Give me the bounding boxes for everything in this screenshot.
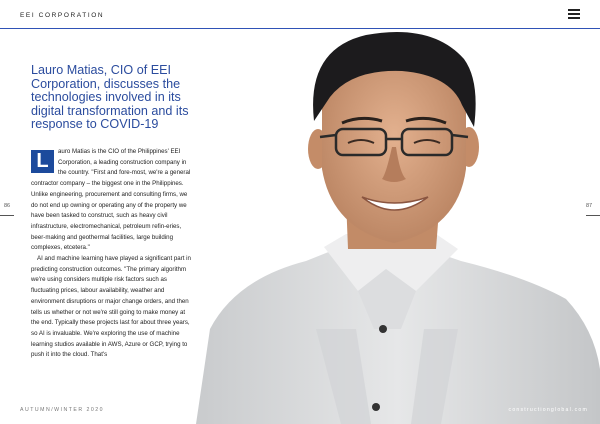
paragraph-1: auro Matias is the CIO of the Philippines' EEI Corporation, a leading construction company in the country. "First and fore-most, we're a general contractor company – the biggest one in the Philippines. Unlike engineering, procurement and consulting firms, we do not end up owning or operating any of the property we have been tasked to construct, such as heavy civil infrastructure, electromechanical, petroleum refin-eries, beer-making and geothermal facilities, large building complexes, etcetera." (31, 148, 191, 252)
page-rule-right (586, 215, 600, 216)
brand-name: EEI CORPORATION (20, 12, 105, 19)
page-number-left: 86 (4, 203, 11, 209)
portrait-photo (196, 29, 600, 424)
page-number-right: 87 (586, 203, 593, 209)
article-body (31, 147, 192, 361)
hamburger-menu-icon[interactable] (568, 9, 580, 20)
article-headline: Lauro Matias, CIO of EEI Corporation, discusses the technologies involved in its digital transformation and its response to COVID-19 (31, 63, 189, 132)
paragraph-2: AI and machine learning have played a significant part in predicting construction outcomes. "The primary algorithm we're using considers multiple risk factors such as fluctuating prices, labour availability, weather and environment disruptions or major change orders, and then tells us whether or not we're still going to make money at the end. Typically these projects last for about three years, so AI is invaluable. We're exploring the use of machine learning studios available in AWS, Azure or GCP, trying to push it into the cloud. That's (31, 255, 191, 359)
top-bar (0, 0, 600, 29)
issue-label: AUTUMN/WINTER 2020 (20, 407, 105, 413)
page-rule-left (0, 215, 14, 216)
drop-cap: L (31, 150, 54, 173)
website-link[interactable]: constructionglobal.com (508, 407, 588, 413)
